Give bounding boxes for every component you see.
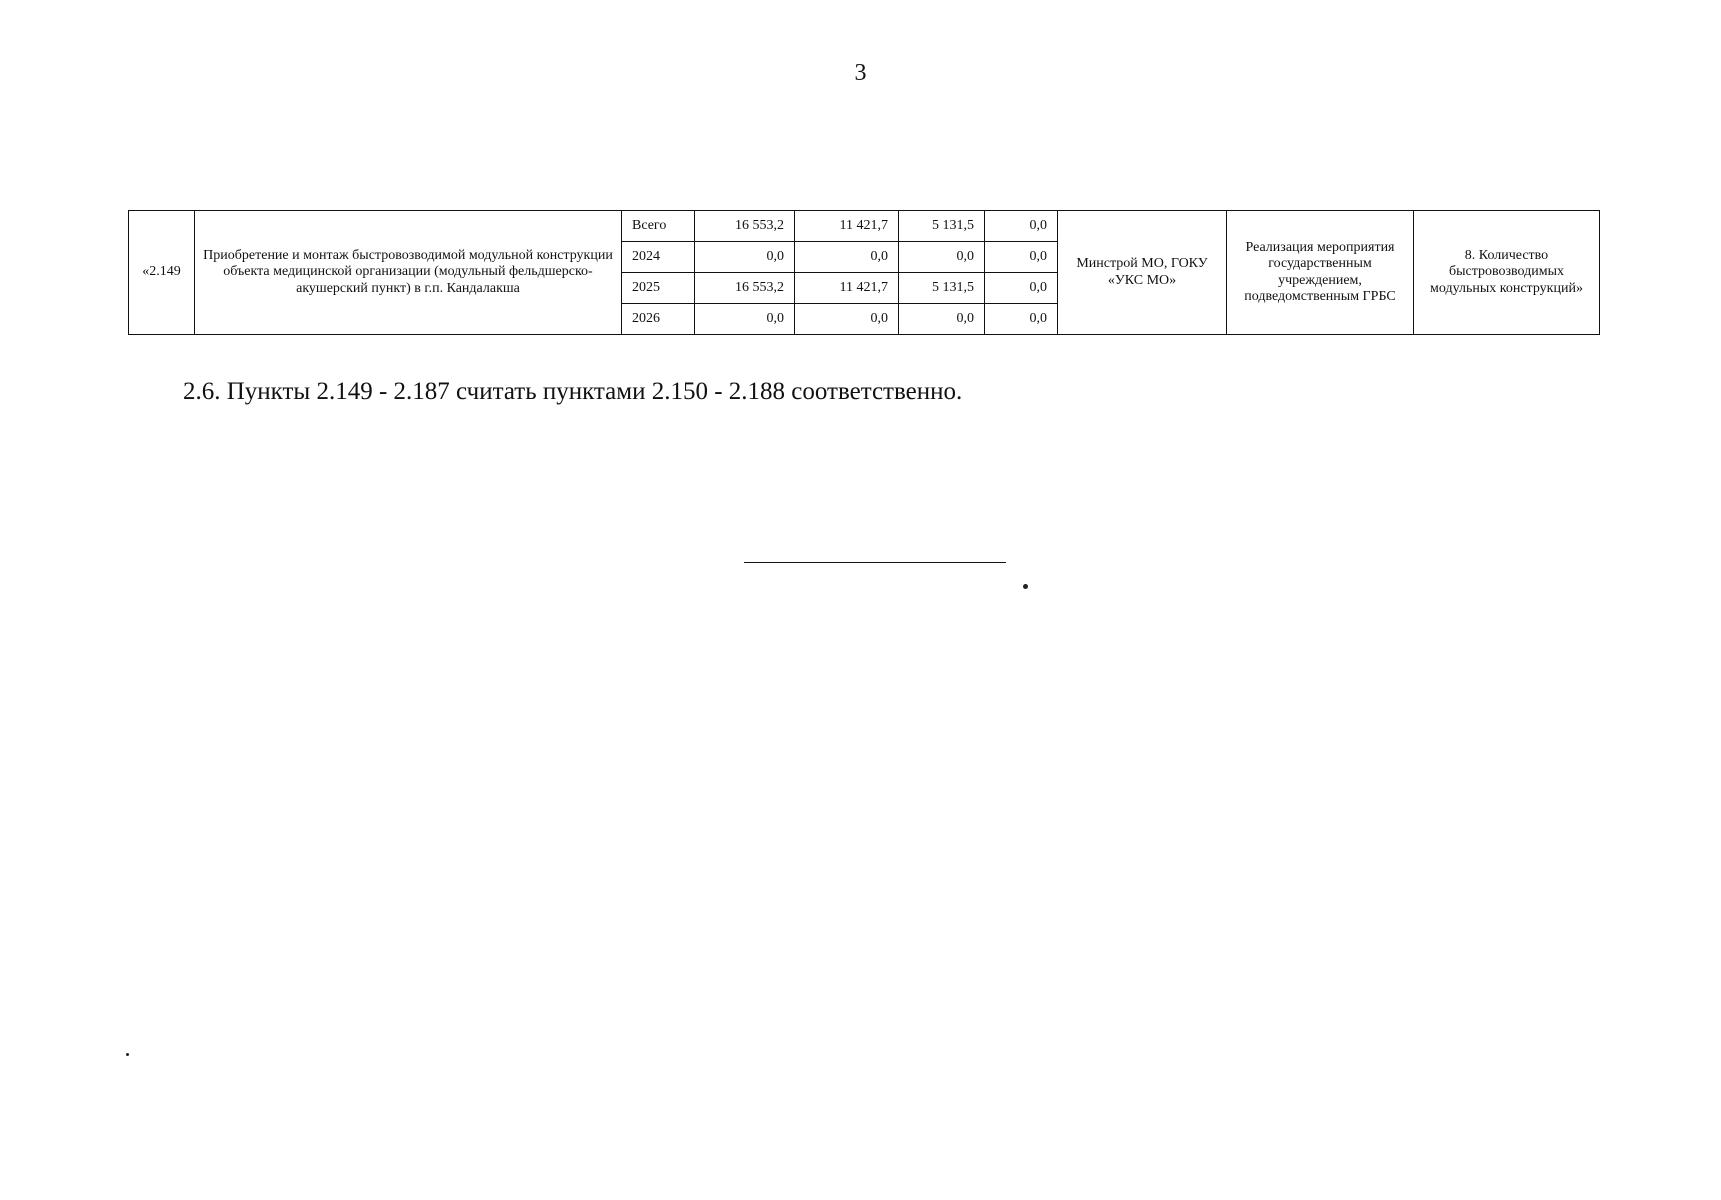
description-cell: Приобретение и монтаж быстровозводимой модульной конструкции объекта медицинской организации (модульный фельдшерско-акушерский пункт) в г.п. Кандалакша [195, 211, 622, 335]
closing-line [744, 562, 1006, 563]
period-cell: Всего [622, 211, 695, 242]
value-cell: 0,0 [695, 304, 795, 335]
value-cell: 0,0 [985, 242, 1058, 273]
value-cell: 16 553,2 [695, 211, 795, 242]
table-row [129, 211, 1600, 242]
value-cell: 11 421,7 [795, 273, 899, 304]
value-cell: 0,0 [795, 304, 899, 335]
scan-speck [1023, 584, 1028, 589]
value-cell: 5 131,5 [899, 273, 985, 304]
scan-speck [126, 1053, 129, 1056]
value-cell: 0,0 [899, 242, 985, 273]
item-number-cell: «2.149 [129, 211, 195, 335]
period-cell: 2025 [622, 273, 695, 304]
amendment-statement: 2.6. Пункты 2.149 - 2.187 считать пунктами 2.150 - 2.188 соответственно. [183, 378, 963, 405]
executor-cell: Минстрой МО, ГОКУ «УКС МО» [1058, 211, 1227, 335]
indicator-cell: 8. Количество быстровозводимых модульных конструкций» [1414, 211, 1600, 335]
value-cell: 0,0 [985, 304, 1058, 335]
implementation-cell: Реализация мероприятия государственным учреждением, подведомственным ГРБС [1227, 211, 1414, 335]
value-cell: 11 421,7 [795, 211, 899, 242]
value-cell: 16 553,2 [695, 273, 795, 304]
value-cell: 0,0 [985, 211, 1058, 242]
value-cell: 5 131,5 [899, 211, 985, 242]
period-cell: 2026 [622, 304, 695, 335]
value-cell: 0,0 [985, 273, 1058, 304]
program-table [128, 210, 1600, 335]
value-cell: 0,0 [695, 242, 795, 273]
value-cell: 0,0 [795, 242, 899, 273]
value-cell: 0,0 [899, 304, 985, 335]
period-cell: 2024 [622, 242, 695, 273]
page-number: 3 [854, 60, 867, 86]
